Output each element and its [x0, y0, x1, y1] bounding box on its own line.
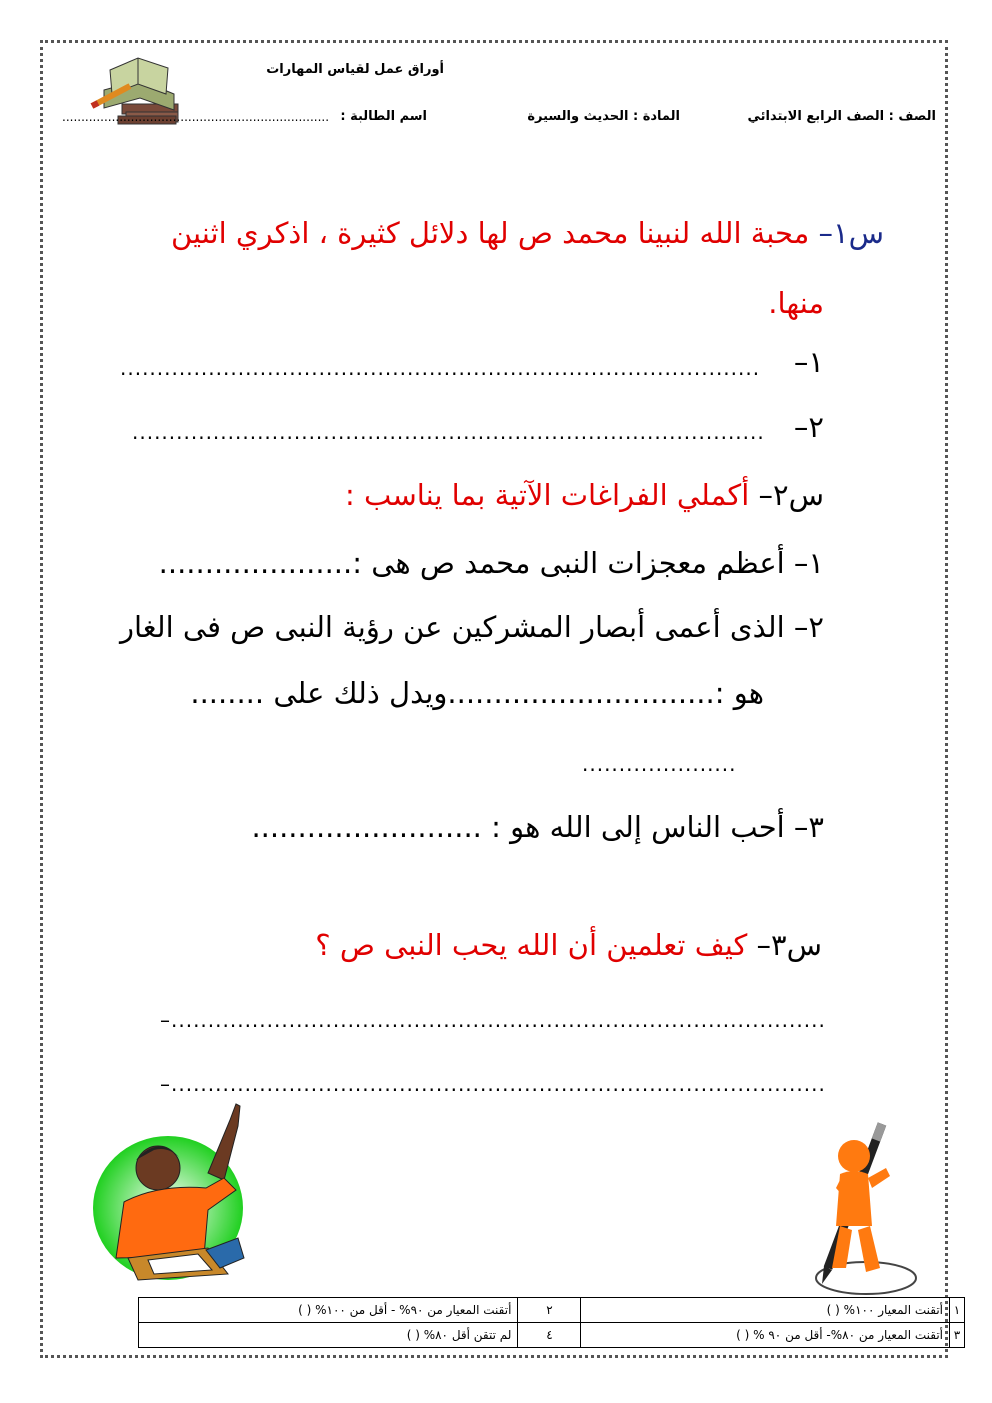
answer-1-2-number: ٢– — [793, 410, 824, 444]
rubric-number: ٤ — [518, 1323, 581, 1348]
rubric-criterion: أتقنت المعيار من ٩٠% - أقل من ١٠٠% ( ) — [139, 1298, 518, 1323]
rubric-table — [138, 1297, 965, 1348]
figure-with-pen-illustration — [806, 1118, 926, 1298]
answer-1-1-number: ١– — [793, 345, 824, 379]
student-name-label: اسم الطالبة : — [340, 109, 427, 124]
rubric-number: ٢ — [518, 1298, 581, 1323]
answer-1-1-blank[interactable]: ....................................................................................... — [120, 356, 761, 380]
rubric-criterion: أتقنت المعيار من ٨٠%- أقل من ٩٠ % ( ) — [581, 1323, 950, 1348]
question-3 — [315, 928, 822, 962]
grade-label: الصف : الصف الرابع الابتدائي — [747, 109, 936, 124]
answer-3-1-blank[interactable]: –......................................................................................... — [160, 1008, 826, 1032]
question-2-item-2-cont: هو :.............................ويدل ذلك على ........ — [190, 676, 764, 710]
question-1 — [171, 216, 884, 250]
subject-label: المادة : الحديث والسيرة — [527, 109, 680, 124]
answer-3-2-blank[interactable]: –......................................................................................... — [160, 1072, 826, 1096]
question-3-text: كيف تعلمين أن الله يحب النبى ص ؟ — [315, 928, 748, 962]
question-3-number: س٣– — [756, 928, 822, 962]
rubric-criterion: لم تتقن أقل ٨٠% ( ) — [139, 1323, 518, 1348]
question-2-text: أكملي الفراغات الآتية بما يناسب : — [345, 478, 750, 512]
rubric-row — [139, 1323, 965, 1348]
rubric-criterion: أتقنت المعيار ١٠٠% ( ) — [581, 1298, 950, 1323]
question-2-item-2: ٢– الذى أعمى أبصار المشركين عن رؤية النبى ص فى الغار — [119, 610, 824, 644]
question-1-text: محبة الله لنبينا محمد ص لها دلائل كثيرة ، اذكري اثنين — [170, 216, 810, 250]
question-2-item-3: ٣– أحب الناس إلى الله هو : ......................... — [251, 810, 824, 844]
question-2-item-2-blank[interactable]: ..................... — [582, 752, 737, 776]
rubric-row — [139, 1298, 965, 1323]
answer-1-2-blank[interactable]: ...................................................................................... — [132, 420, 765, 444]
question-1-text-cont: منها. — [768, 286, 824, 320]
question-2-number: س٢– — [758, 478, 824, 512]
rubric-number: ١ — [950, 1298, 965, 1323]
student-name-blank[interactable]: ...................................................................... — [62, 110, 330, 124]
question-2-item-1: ١– أعظم معجزات النبى محمد ص هى :..................... — [158, 546, 824, 580]
sheet-title: أوراق عمل لقياس المهارات — [266, 62, 444, 77]
student-raising-hand-illustration — [88, 1098, 248, 1288]
question-1-number: س١– — [818, 216, 884, 250]
rubric-number: ٣ — [950, 1323, 965, 1348]
question-2 — [345, 478, 824, 512]
